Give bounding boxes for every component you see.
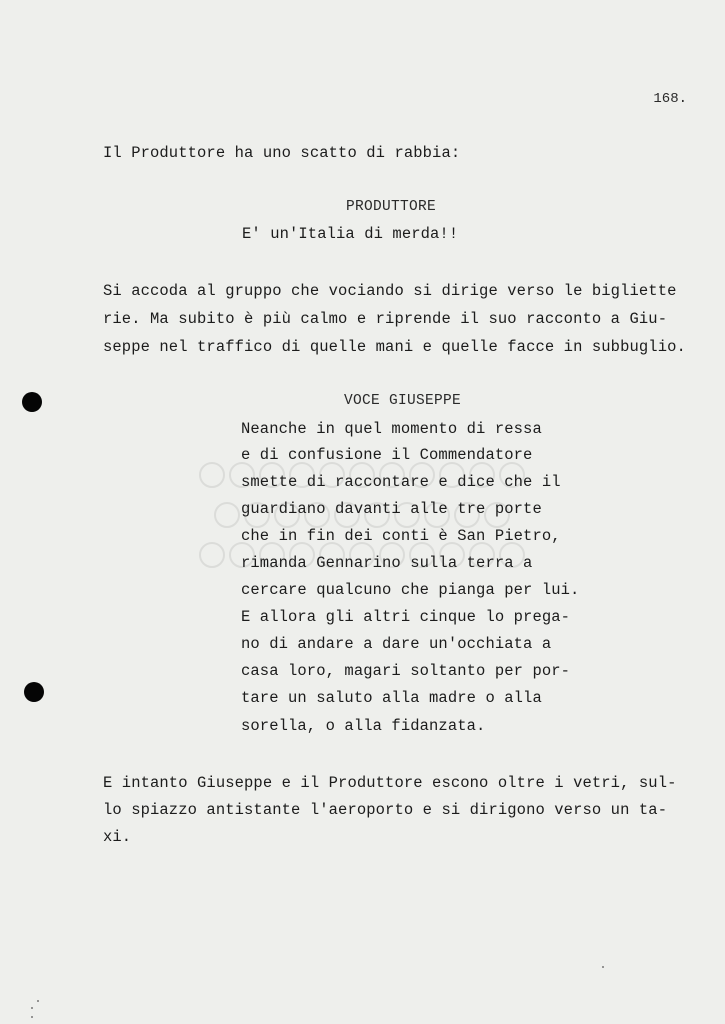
paragraph-line: Si accoda al gruppo che vociando si dirige verso le bigliette — [103, 282, 677, 300]
dialogue-line: cercare qualcuno che pianga per lui. — [241, 581, 580, 599]
dialogue-line: rimanda Gennarino sulla terra a — [241, 554, 533, 572]
speaker-voce-giuseppe: VOCE GIUSEPPE — [344, 393, 462, 409]
dialogue-line: tare un saluto alla madre o alla — [241, 689, 542, 707]
dialogue-line: E' un'Italia di merda!! — [242, 225, 459, 243]
dialogue-line: Neanche in quel momento di ressa — [241, 420, 542, 438]
speaker-produttore: PRODUTTORE — [346, 199, 437, 215]
dialogue-line: E allora gli altri cinque lo prega- — [241, 608, 571, 626]
paragraph-line: lo spiazzo antistante l'aeroporto e si dirigono verso un ta- — [103, 801, 668, 819]
paper-speck — [37, 1000, 39, 1002]
paragraph-line: rie. Ma subito è più calmo e riprende il suo racconto a Giu- — [103, 310, 668, 328]
page-number: 168. — [653, 91, 687, 107]
dialogue-line: smette di raccontare e dice che il — [241, 473, 561, 491]
dialogue-line: che in fin dei conti è San Pietro, — [241, 527, 561, 545]
dialogue-line: e di confusione il Commendatore — [241, 446, 533, 464]
dialogue-line: casa loro, magari soltanto per por- — [241, 662, 571, 680]
punch-hole-bottom — [24, 682, 44, 702]
paragraph-line: seppe nel traffico di quelle mani e quelle facce in subbuglio. — [103, 338, 686, 356]
intro-line: Il Produttore ha uno scatto di rabbia: — [103, 144, 461, 162]
paper-speck — [31, 1007, 33, 1009]
paper-speck — [602, 966, 604, 968]
paragraph-line: xi. — [103, 828, 132, 846]
dialogue-line: guardiano davanti alle tre porte — [241, 500, 542, 518]
dialogue-line: no di andare a dare un'occhiata a — [241, 635, 552, 653]
punch-hole-top — [22, 392, 42, 412]
dialogue-line: sorella, o alla fidanzata. — [241, 717, 486, 735]
paragraph-line: E intanto Giuseppe e il Produttore escono oltre i vetri, sul- — [103, 774, 677, 792]
paper-speck — [31, 1016, 33, 1018]
